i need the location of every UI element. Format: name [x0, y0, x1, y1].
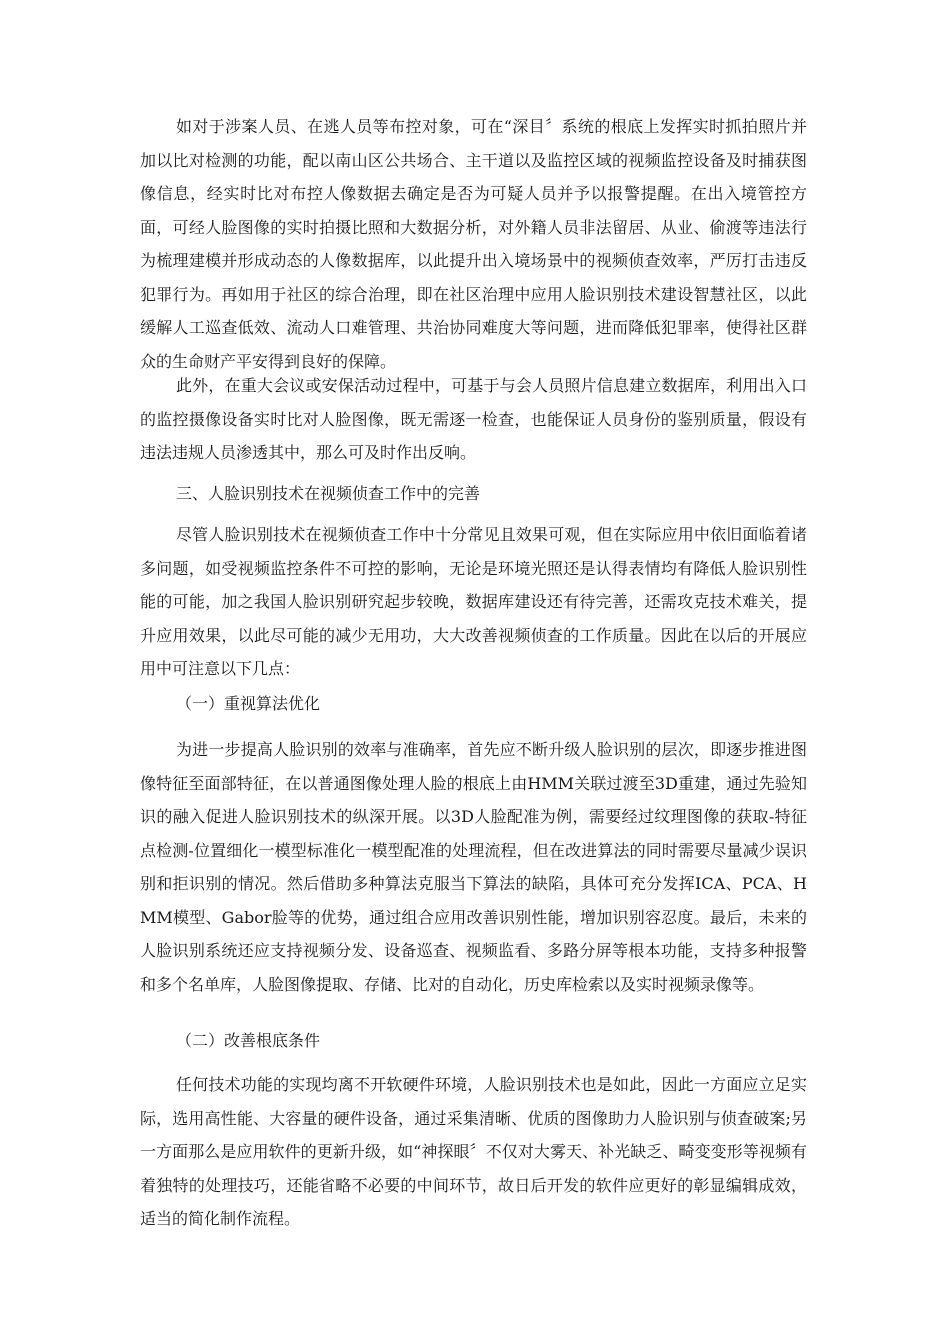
paragraph-challenges: 尽管人脸识别技术在视频侦查工作中十分常见且效果可观，但在实际应用中依旧面临着诸多问题，如受视频监控条件不可控的影响，无论是环境光照还是认得表情均有降低人脸识别性能的可能，加之我国人脸识别研究起步较晚，数据库建设还有待完善，还需攻克技术难关，提升应用效果，以此尽可能的减少无用功，大大改善视频侦查的工作质量。因此在以后的开展应用中可注意以下几点：: [140, 525, 807, 678]
section-heading-improvement: 三、人脸识别技术在视频侦查工作中的完善: [176, 484, 481, 503]
subsection-heading-algorithm: （一）重视算法优化: [176, 694, 321, 713]
paragraph-hardware-software: 任何技术功能的实现均离不开软硬件环境，人脸识别技术也是如此，因此一方面应立足实际，选用高性能、大容量的硬件设备，通过采集清晰、优质的图像助力人脸识别与侦查破案;另一方面那么是应用软件的更新升级，如“神探眼〞不仅对大雾天、补光缺乏、畸变变形等视频有着独特的处理技巧，还能省略不必要的中间环节，故日后开发的软件应更好的彰显编辑成效，适当的简化制作流程。: [140, 1075, 807, 1228]
paragraph-deploy-control: 如对于涉案人员、在逃人员等布控对象，可在“深目〞系统的根底上发挥实时抓拍照片并加以比对检测的功能，配以南山区公共场合、主干道以及监控区域的视频监控设备及时捕获图像信息，经实时比对布控人像数据去确定是否为可疑人员并予以报警提醒。在出入境管控方面，可经人脸图像的实时拍摄比照和大数据分析，对外籍人员非法留居、从业、偷渡等违法行为梳理建模并形成动态的人像数据库，以此提升出入境场景中的视频侦查效率，严厉打击违反犯罪行为。再如用于社区的综合治理，即在社区治理中应用人脸识别技术建设智慧社区，以此缓解人工巡查低效、流动人口难管理、共治协同难度大等问题，进而降低犯罪率，使得社区群众的生命财产平安得到良好的保障。: [140, 117, 807, 371]
subsection-heading-conditions: （二）改善根底条件: [176, 1031, 321, 1050]
paragraph-major-events: 此外，在重大会议或安保活动过程中，可基于与会人员照片信息建立数据库，利用出入口的监控摄像设备实时比对人脸图像，既无需逐一检查，也能保证人员身份的鉴别质量，假设有违法违规人员渗透其中，那么可及时作出反响。: [140, 376, 807, 462]
paragraph-algorithm-optimization: 为进一步提高人脸识别的效率与准确率，首先应不断升级人脸识别的层次，即逐步推进图像特征至面部特征，在以普通图像处理人脸的根底上由HMM关联过渡至3D重建，通过先验知识的融入促进人脸识别技术的纵深开展。以3D人脸配准为例，需要经过纹理图像的获取-特征点检测-位置细化一模型标准化一模型配准的处理流程，但在改进算法的同时需要尽量减少误识别和拒识别的情况。然后借助多种算法克服当下算法的缺陷，具体可充分发挥ICA、PCA、HMM模型、Gabor脸等的优势，通过组合应用改善识别性能，增加识别容忍度。最后，未来的人脸识别系统还应支持视频分发、设备巡查、视频监看、多路分屏等根本功能，支持多种报警和多个名单库，人脸图像提取、存储、比对的自动化，历史库检索以及实时视频录像等。: [140, 740, 807, 994]
